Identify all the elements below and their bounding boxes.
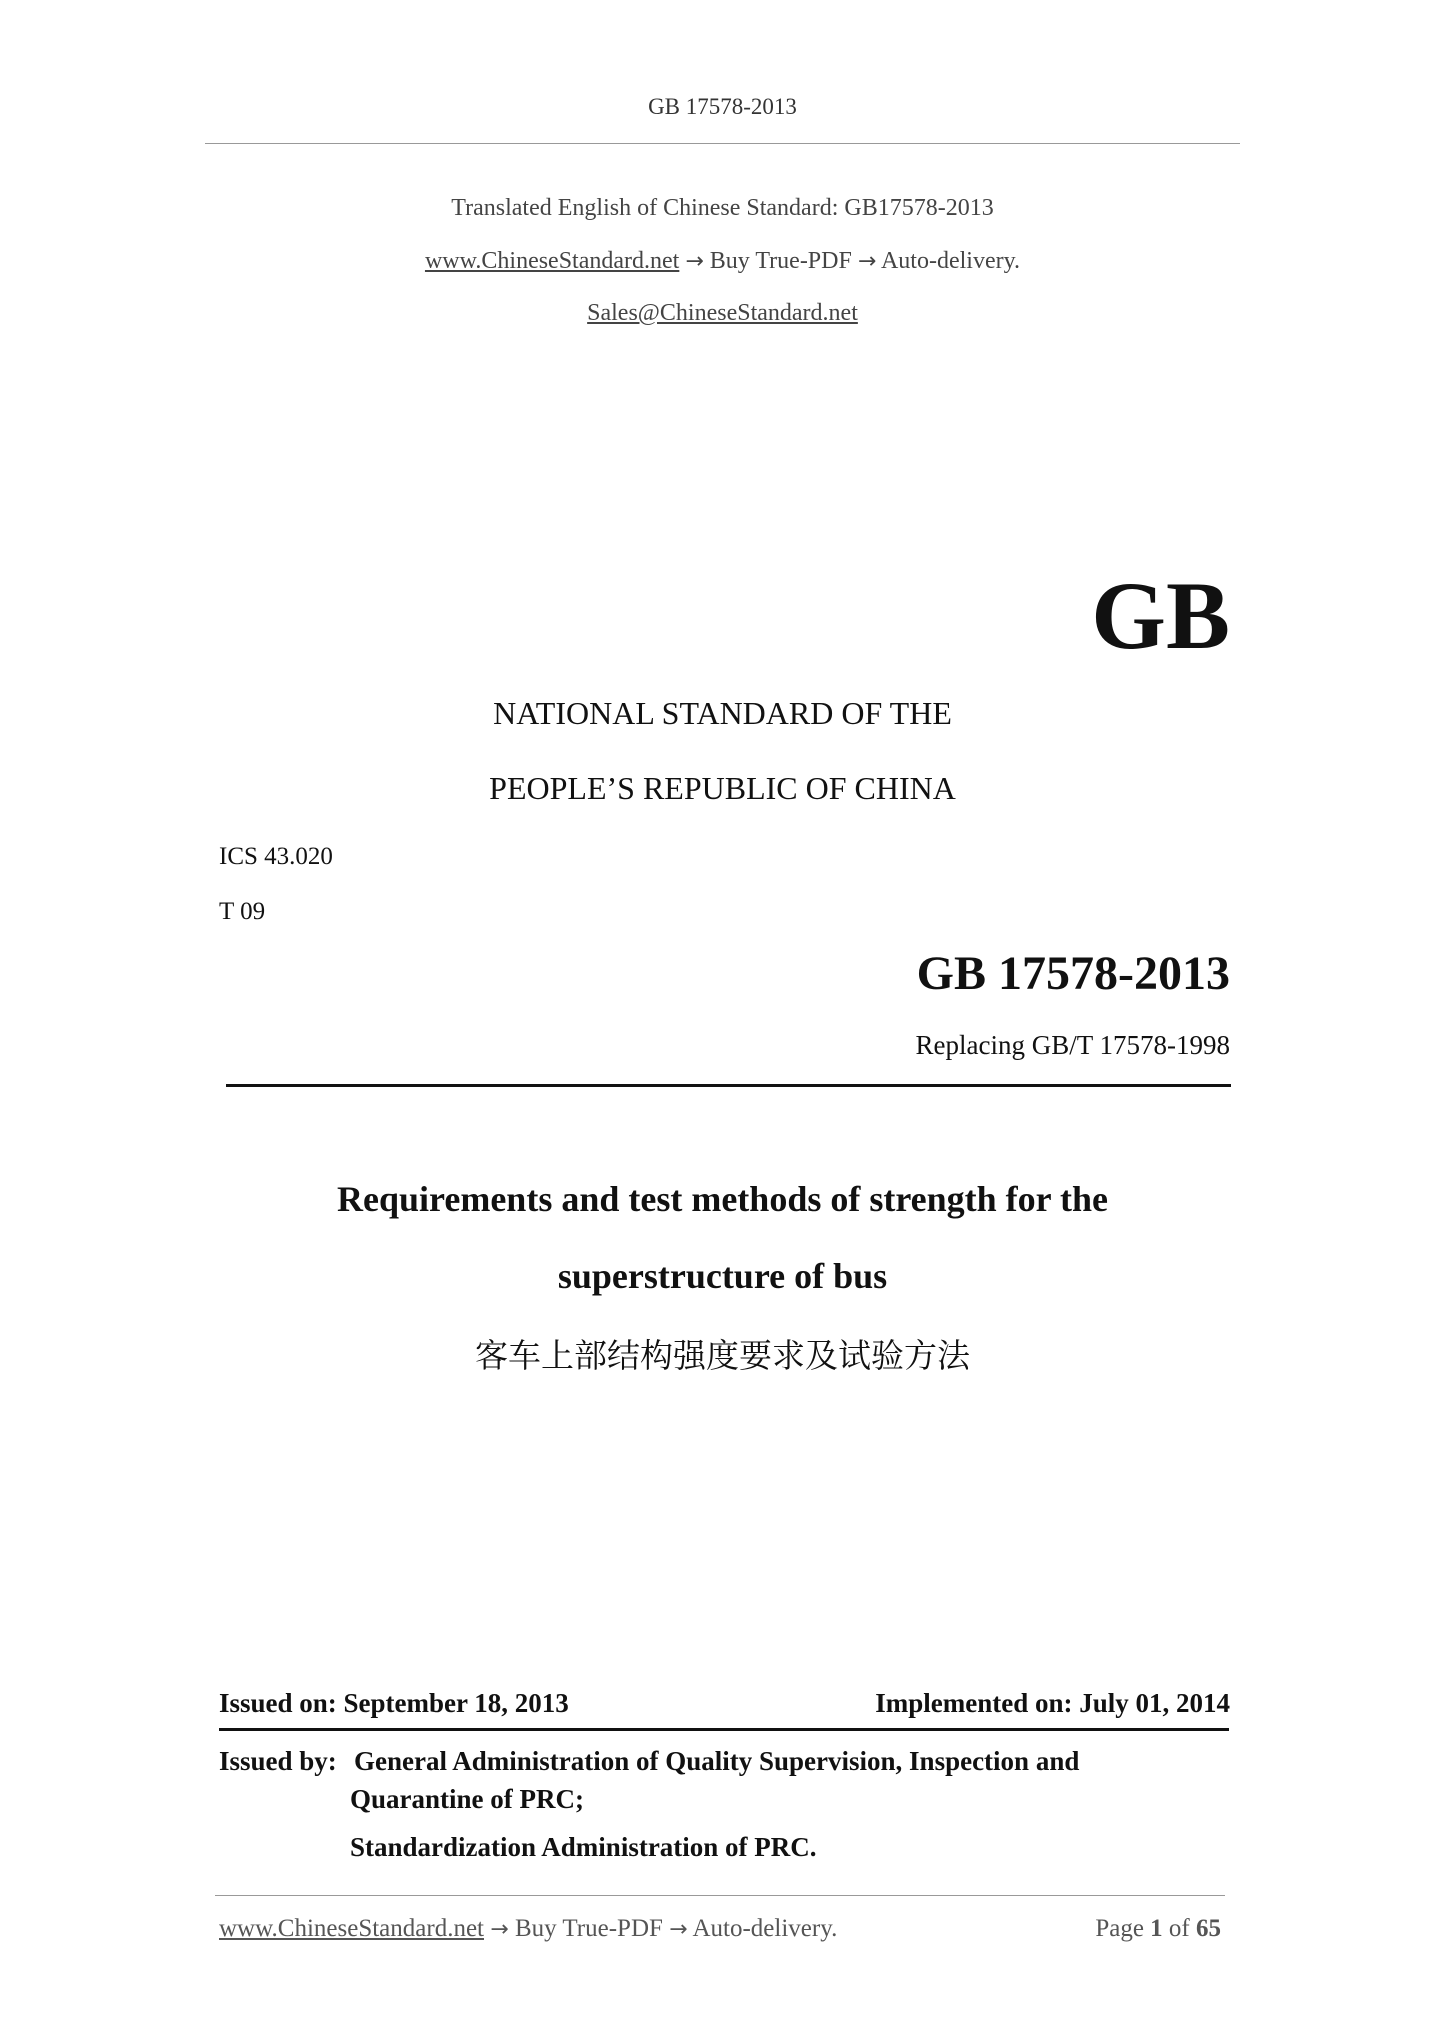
title-cn: 客车上部结构强度要求及试验方法	[475, 1336, 970, 1375]
page-total: 65	[1196, 1915, 1221, 1942]
page-label: Page	[1095, 1915, 1144, 1942]
issued-by-label: Issued by:	[219, 1746, 337, 1776]
ics-code: ICS 43.020	[219, 843, 333, 870]
issued-on: Issued on: September 18, 2013	[219, 1688, 569, 1718]
arrow-right-icon: →	[857, 249, 877, 274]
national-standard-line2: PEOPLE’S REPUBLIC OF CHINA	[489, 770, 956, 806]
implemented-on: Implemented on: July 01, 2014	[875, 1688, 1230, 1718]
arrow-right-icon: →	[685, 249, 704, 274]
issued-by-org2: Standardization Administration of PRC.	[350, 1832, 817, 1862]
promo-links	[0, 248, 1445, 275]
title-en-line1: Requirements and test methods of strength for the	[337, 1179, 1108, 1219]
gb-logo: GB	[1091, 562, 1230, 669]
delivery-text: Auto-delivery.	[880, 248, 1021, 274]
footer-rule	[215, 1895, 1225, 1896]
issued-by-org1: General Administration of Quality Supervision, Inspection and	[354, 1746, 1080, 1776]
email-link[interactable]: Sales@ChineseStandard.net	[587, 300, 858, 326]
replacing-note: Replacing GB/T 17578-1998	[915, 1030, 1230, 1060]
email-row	[0, 300, 1445, 327]
title-rule	[226, 1084, 1231, 1087]
issue-rule	[219, 1728, 1229, 1731]
running-header: GB 17578-2013	[648, 94, 797, 119]
site-link[interactable]: www.ChineseStandard.net	[424, 248, 680, 274]
footer-site-link[interactable]: www.ChineseStandard.net	[219, 1915, 484, 1942]
header-rule	[205, 143, 1240, 144]
arrow-right-icon: →	[669, 1917, 688, 1942]
footer-delivery-text: Auto-delivery.	[692, 1915, 838, 1942]
issued-by-org1-cont: Quarantine of PRC;	[350, 1784, 584, 1814]
footer-links	[219, 1915, 837, 1943]
of-label: of	[1168, 1915, 1190, 1942]
ccs-code: T 09	[219, 898, 266, 925]
page-indicator	[1095, 1915, 1221, 1943]
buy-text: Buy True-PDF	[709, 248, 852, 274]
page-number: 1	[1150, 1915, 1163, 1942]
standard-number: GB 17578-2013	[916, 947, 1230, 1000]
national-standard-line1: NATIONAL STANDARD OF THE	[493, 695, 952, 731]
promo-line: Translated English of Chinese Standard: GB17578-2013	[451, 195, 994, 221]
title-en-line2: superstructure of bus	[557, 1256, 888, 1296]
arrow-right-icon: →	[490, 1917, 509, 1942]
footer-buy-text: Buy True-PDF	[514, 1915, 663, 1942]
